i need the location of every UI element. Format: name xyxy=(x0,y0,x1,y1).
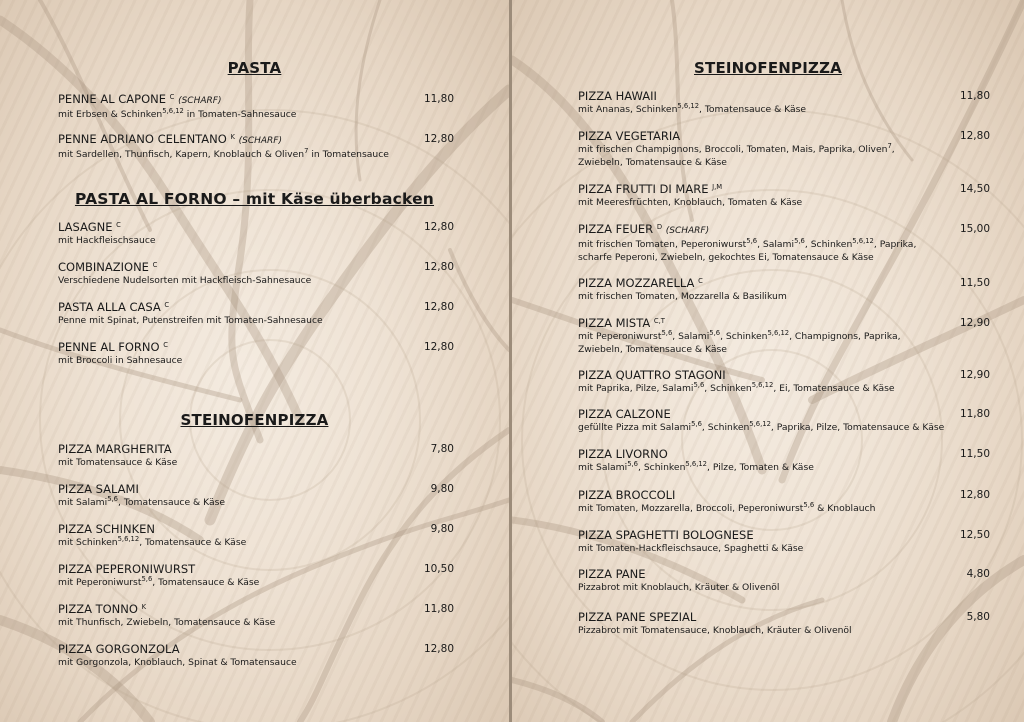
additive-code: 5,6,12 xyxy=(767,329,790,337)
menu-item-name: PIZZA TONNO xyxy=(58,602,138,616)
menu-item-description xyxy=(58,456,458,469)
section-heading-steinofenpizza: STEINOFENPIZZA xyxy=(694,59,842,77)
menu-item-price: 12,90 xyxy=(959,317,990,329)
menu-item-name: PENNE AL CAPONE xyxy=(58,92,167,106)
menu-item-name: PIZZA VEGETARIA xyxy=(578,129,681,143)
menu-item xyxy=(578,610,990,637)
menu-item-description xyxy=(578,382,990,395)
menu-item-description xyxy=(578,330,990,356)
description-text: mit Schinken xyxy=(58,537,118,548)
description-text: , Champignons, Paprika, xyxy=(789,331,901,342)
description-text: Penne mit Spinat, Putenstreifen mit Tomaten-Sahnesauce xyxy=(58,315,323,326)
menu-item-description xyxy=(58,656,458,669)
allergen-code: J,M xyxy=(712,183,723,191)
menu-item-price: 10,50 xyxy=(423,563,454,575)
menu-item-price: 12,80 xyxy=(959,489,990,501)
menu-item xyxy=(578,488,990,515)
menu-item-price: 11,80 xyxy=(423,93,454,105)
menu-item-name: PIZZA PANE SPEZIAL xyxy=(578,610,697,624)
description-text: , Paprika, Pilze, Tomatensauce & Käse xyxy=(770,422,945,433)
menu-item-description xyxy=(578,238,990,264)
section-heading-pasta: PASTA xyxy=(227,59,282,77)
description-text: mit frischen Tomaten, Peperoniwurst xyxy=(578,239,747,250)
menu-item-price: 12,80 xyxy=(423,301,454,313)
description-text: Zwiebeln, Tomatensauce & Käse xyxy=(578,344,727,355)
menu-item xyxy=(58,340,458,367)
menu-item-title-line xyxy=(578,567,990,581)
menu-item-price: 11,80 xyxy=(423,603,454,615)
section-heading-pasta-al-forno: PASTA AL FORNO – mit Käse überbacken xyxy=(74,190,435,208)
menu-item-description xyxy=(58,354,458,367)
menu-item-name: PENNE ADRIANO CELENTANO xyxy=(58,132,227,146)
section-heading-steinofenpizza: STEINOFENPIZZA xyxy=(180,411,329,429)
menu-item xyxy=(578,182,990,209)
description-text: , Tomatensauce & Käse xyxy=(152,577,260,588)
menu-item-title-line xyxy=(578,488,990,502)
menu-item-name: PIZZA MARGHERITA xyxy=(58,442,172,456)
description-text: mit Peperoniwurst xyxy=(58,577,142,588)
menu-item-description xyxy=(578,624,990,637)
menu-item-price: 4,80 xyxy=(966,568,990,580)
description-text: mit Sardellen, Thunfisch, Kapern, Knoblauch & Oliven xyxy=(58,149,305,160)
description-text: gefüllte Pizza mit Salami xyxy=(578,422,692,433)
menu-item xyxy=(58,260,458,287)
description-text: mit frischen Tomaten, Mozzarella & Basilikum xyxy=(578,291,787,302)
menu-item xyxy=(58,642,458,669)
menu-item-description xyxy=(578,290,990,303)
menu-item-description xyxy=(578,143,990,169)
menu-item-price: 15,00 xyxy=(959,223,990,235)
menu-item-description xyxy=(578,421,990,434)
menu-item xyxy=(58,132,458,161)
description-text: , Salami xyxy=(757,239,795,250)
menu-item xyxy=(578,447,990,474)
description-text: , Schinken xyxy=(701,422,750,433)
menu-item-price: 12,80 xyxy=(423,261,454,273)
menu-item xyxy=(578,368,990,395)
description-text: , Schinken xyxy=(704,383,752,394)
menu-item-title-line xyxy=(578,222,990,238)
additive-code: 5,6,12 xyxy=(751,381,774,389)
additive-code: 5,6 xyxy=(803,501,815,509)
description-text: , Salami xyxy=(672,331,710,342)
menu-item-title-line xyxy=(58,300,458,314)
menu-item-name: PIZZA LIVORNO xyxy=(578,447,668,461)
description-text: Zwiebeln, Tomatensauce & Käse xyxy=(578,157,727,168)
description-text: Verschiedene Nudelsorten mit Hackfleisch-Sahnesauce xyxy=(58,275,312,286)
menu-item-price: 11,80 xyxy=(959,90,990,102)
menu-item-name: PIZZA BROCCOLI xyxy=(578,488,676,502)
left-menu-content xyxy=(0,0,509,722)
menu-item xyxy=(578,567,990,594)
menu-item-title-line xyxy=(578,447,990,461)
description-text: mit Paprika, Pilze, Salami xyxy=(578,383,694,394)
menu-item-title-line xyxy=(578,129,990,143)
menu-item xyxy=(578,407,990,434)
menu-item-name: PIZZA QUATTRO STAGONI xyxy=(578,368,726,382)
description-text: , xyxy=(891,144,895,155)
menu-item-title-line xyxy=(578,316,990,330)
menu-item-description xyxy=(58,148,458,161)
menu-item-price: 11,50 xyxy=(959,277,990,289)
menu-item-name: PIZZA PEPERONIWURST xyxy=(58,562,196,576)
menu-item xyxy=(578,129,990,169)
description-text: , Schinken xyxy=(804,239,853,250)
description-text: mit Meeresfrüchten, Knoblauch, Tomaten & Käse xyxy=(578,197,803,208)
additive-code: 5,6 xyxy=(141,575,153,583)
allergen-code: K xyxy=(230,133,235,141)
additive-code: 5,6 xyxy=(693,381,705,389)
description-text: , Tomatensauce & Käse xyxy=(699,104,807,115)
menu-item-title-line xyxy=(578,610,990,624)
additive-code: 5,6,12 xyxy=(685,460,708,468)
menu-item-description xyxy=(578,502,990,515)
description-text: Pizzabrot mit Tomatensauce, Knoblauch, Kräuter & Olivenöl xyxy=(578,625,852,636)
menu-item-name: PIZZA CALZONE xyxy=(578,407,671,421)
menu-item-price: 12,50 xyxy=(959,529,990,541)
menu-item-title-line xyxy=(58,562,458,576)
menu-item-name: PIZZA MOZZARELLA xyxy=(578,276,695,290)
menu-item-price: 12,80 xyxy=(423,221,454,233)
menu-item-price: 12,90 xyxy=(959,369,990,381)
menu-item-name: PIZZA SALAMI xyxy=(58,482,139,496)
menu-item-description xyxy=(58,108,458,121)
menu-item xyxy=(58,562,458,589)
menu-item-description xyxy=(58,496,458,509)
description-text: in Tomaten-Sahnesauce xyxy=(183,109,297,120)
menu-page-right xyxy=(512,0,1024,722)
menu-item-price: 11,50 xyxy=(959,448,990,460)
menu-item-name: PIZZA FRUTTI DI MARE xyxy=(578,182,709,196)
additive-code: 5,6,12 xyxy=(852,237,874,245)
additive-code: 5,6,12 xyxy=(677,102,700,110)
allergen-code: C xyxy=(116,221,121,229)
menu-item xyxy=(58,522,458,549)
description-text: , Schinken xyxy=(720,331,768,342)
allergen-code: C xyxy=(164,301,170,309)
menu-item-title-line xyxy=(58,482,458,496)
description-text: , Schinken xyxy=(638,462,686,473)
menu-item-price: 12,80 xyxy=(959,130,990,142)
additive-code: 5,6,12 xyxy=(162,107,184,115)
allergen-code: C,T xyxy=(653,317,665,325)
description-text: mit Hackfleischsauce xyxy=(58,235,156,246)
description-text: , Pilze, Tomaten & Käse xyxy=(707,462,814,473)
description-text: & Knoblauch xyxy=(814,503,876,514)
menu-item-description xyxy=(58,234,458,247)
menu-item-price: 7,80 xyxy=(430,443,454,455)
menu-item-price: 12,80 xyxy=(423,643,454,655)
menu-item xyxy=(578,276,990,303)
allergen-code: C xyxy=(163,341,168,349)
menu-item-title-line xyxy=(58,132,458,148)
menu-item-name: PIZZA HAWAII xyxy=(578,89,657,103)
menu-page-left xyxy=(0,0,509,722)
menu-item-price: 12,80 xyxy=(423,341,454,353)
allergen-code: C xyxy=(169,93,175,101)
menu-item-price: 14,50 xyxy=(959,183,990,195)
description-text: mit Tomaten-Hackfleischsauce, Spaghetti & Käse xyxy=(578,543,804,554)
menu-item-description xyxy=(578,461,990,474)
menu-item-name: PIZZA PANE xyxy=(578,567,646,581)
description-text: , Tomatensauce & Käse xyxy=(139,537,247,548)
menu-item xyxy=(578,316,990,356)
description-text: mit Salami xyxy=(578,462,628,473)
menu-item-title-line xyxy=(578,276,990,290)
menu-item-title-line xyxy=(578,89,990,103)
menu-item-title-line xyxy=(578,182,990,196)
menu-item-price: 12,80 xyxy=(423,133,454,145)
menu-item-description xyxy=(58,274,458,287)
menu-item-title-line xyxy=(58,92,458,108)
menu-item-title-line xyxy=(58,522,458,536)
description-text: , Paprika, xyxy=(873,239,917,250)
menu-item-price: 5,80 xyxy=(966,611,990,623)
allergen-code: C xyxy=(152,261,158,269)
menu-item-price: 9,80 xyxy=(430,523,454,535)
description-text: Pizzabrot mit Knoblauch, Kräuter & Olivenöl xyxy=(578,582,780,593)
menu-item-description xyxy=(578,581,990,594)
description-text: in Tomatensauce xyxy=(308,149,389,160)
menu-item xyxy=(58,300,458,327)
additive-code: 5,6 xyxy=(794,237,805,245)
spicy-note: (SCHARF) xyxy=(238,136,282,146)
menu-item-name: LASAGNE xyxy=(58,220,113,234)
menu-item xyxy=(58,482,458,509)
menu-item-title-line xyxy=(58,602,458,616)
menu-item-title-line xyxy=(58,220,458,234)
allergen-code: D xyxy=(656,223,663,231)
menu-item xyxy=(578,222,990,264)
allergen-code: C xyxy=(698,277,703,285)
menu-item-name: PIZZA SCHINKEN xyxy=(58,522,155,536)
menu-item xyxy=(58,602,458,629)
menu-item-title-line xyxy=(58,260,458,274)
menu-item-description xyxy=(58,314,458,327)
menu-item-price: 9,80 xyxy=(430,483,454,495)
menu-item-description xyxy=(58,616,458,629)
menu-item-description xyxy=(578,103,990,116)
additive-code: 7 xyxy=(887,142,892,150)
description-text: mit Tomatensauce & Käse xyxy=(58,457,178,468)
description-text: , Ei, Tomatensauce & Käse xyxy=(773,383,895,394)
menu-item xyxy=(578,528,990,555)
menu-item-name: PIZZA SPAGHETTI BOLOGNESE xyxy=(578,528,754,542)
spicy-note: (SCHARF) xyxy=(178,96,222,106)
additive-code: 5,6,12 xyxy=(749,420,771,428)
description-text: mit frischen Champignons, Broccoli, Tomaten, Mais, Paprika, Oliven xyxy=(578,144,888,155)
additive-code: 5,6 xyxy=(107,495,118,503)
menu-item-title-line xyxy=(58,642,458,656)
menu-item-title-line xyxy=(578,407,990,421)
additive-code: 5,6 xyxy=(709,329,721,337)
menu-item-name: COMBINAZIONE xyxy=(58,260,149,274)
menu-item-price: 11,80 xyxy=(959,408,990,420)
menu-item-description xyxy=(578,196,990,209)
menu-item-title-line xyxy=(578,528,990,542)
menu-item-name: PENNE AL FORNO xyxy=(58,340,160,354)
menu-item xyxy=(58,92,458,121)
right-menu-content xyxy=(512,0,1024,722)
additive-code: 5,6 xyxy=(746,237,758,245)
additive-code: 5,6,12 xyxy=(117,535,140,543)
menu-item-description xyxy=(58,536,458,549)
description-text: mit Ananas, Schinken xyxy=(578,104,678,115)
menu-item-description xyxy=(578,542,990,555)
menu-item xyxy=(578,89,990,116)
menu-item-name: PASTA ALLA CASA xyxy=(58,300,161,314)
description-text: mit Tomaten, Mozzarella, Broccoli, Peperoniwurst xyxy=(578,503,804,514)
description-text: scharfe Peperoni, Zwiebeln, gekochtes Ei, Tomatensauce & Käse xyxy=(578,252,874,263)
description-text: mit Broccoli in Sahnesauce xyxy=(58,355,183,366)
menu-item-name: PIZZA GORGONZOLA xyxy=(58,642,180,656)
menu-item xyxy=(58,220,458,247)
menu-item-title-line xyxy=(58,340,458,354)
description-text: mit Salami xyxy=(58,497,108,508)
description-text: , Tomatensauce & Käse xyxy=(118,497,226,508)
description-text: mit Thunfisch, Zwiebeln, Tomatensauce & Käse xyxy=(58,617,276,628)
allergen-code: K xyxy=(141,603,147,611)
menu-item-description xyxy=(58,576,458,589)
additive-code: 5,6 xyxy=(661,329,673,337)
menu-item-title-line xyxy=(578,368,990,382)
spicy-note: (SCHARF) xyxy=(665,226,710,236)
menu-item-title-line xyxy=(58,442,458,456)
description-text: mit Peperoniwurst xyxy=(578,331,662,342)
description-text: mit Gorgonzola, Knoblauch, Spinat & Tomatensauce xyxy=(58,657,297,668)
menu-item-name: PIZZA MISTA xyxy=(578,316,651,330)
menu-item-name: PIZZA FEUER xyxy=(578,222,654,236)
additive-code: 7 xyxy=(304,147,309,155)
description-text: mit Erbsen & Schinken xyxy=(58,109,163,120)
additive-code: 5,6 xyxy=(627,460,638,468)
menu-item xyxy=(58,442,458,469)
additive-code: 5,6 xyxy=(691,420,702,428)
